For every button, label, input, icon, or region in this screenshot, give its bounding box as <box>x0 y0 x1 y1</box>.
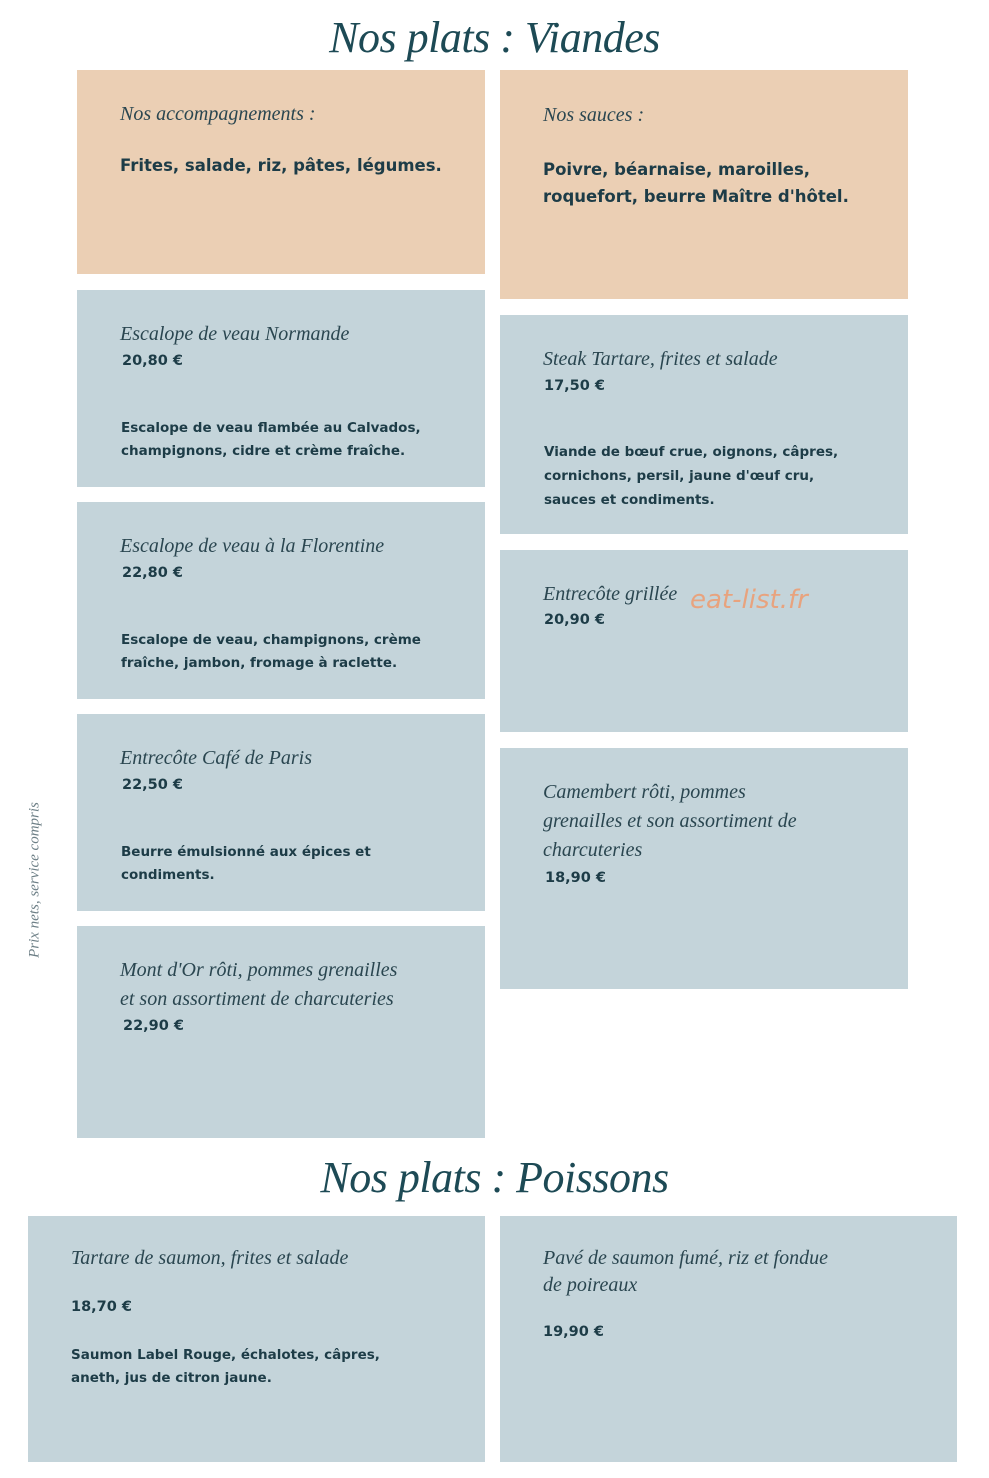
dish-price: 20,90 € <box>544 612 606 628</box>
dish-description-line2: condiments. <box>121 867 215 883</box>
dish-price: 22,50 € <box>122 777 184 793</box>
menu-item-card <box>500 1216 957 1462</box>
menu-item-card <box>500 315 908 534</box>
dish-price: 22,90 € <box>123 1018 185 1034</box>
dish-name-line2: de poireaux <box>543 1274 638 1296</box>
menu-item-card <box>77 502 485 699</box>
dish-name: Tartare de saumon, frites et salade <box>71 1247 349 1269</box>
dish-price: 18,70 € <box>71 1299 133 1315</box>
dish-description-line1: Escalope de veau, champignons, crème <box>121 632 421 648</box>
sauces-text-line1: Poivre, béarnaise, maroilles, <box>543 160 811 179</box>
sauces-text-line2: roquefort, beurre Maître d'hôtel. <box>543 187 849 206</box>
dish-name-line3: charcuteries <box>543 839 643 861</box>
dish-price: 19,90 € <box>543 1324 605 1340</box>
dish-name-line2: grenailles et son assortiment de <box>543 810 797 832</box>
dish-name: Escalope de veau à la Florentine <box>120 535 385 557</box>
dish-price: 22,80 € <box>122 565 184 581</box>
section-title-poissons: Nos plats : Poissons <box>320 1153 669 1202</box>
dish-name-line1: Pavé de saumon fumé, riz et fondue <box>543 1247 828 1269</box>
dish-name: Steak Tartare, frites et salade <box>543 348 778 370</box>
menu-item-card <box>77 714 485 911</box>
section-title-viandes: Nos plats : Viandes <box>329 13 660 62</box>
price-note: Prix nets, service compris <box>26 802 43 958</box>
sauces-card <box>500 70 908 299</box>
dish-name: Entrecôte grillée <box>543 583 678 605</box>
menu-item-card <box>500 550 908 732</box>
dish-description-line3: sauces et condiments. <box>544 492 715 508</box>
dish-description-line2: aneth, jus de citron jaune. <box>71 1370 272 1386</box>
dish-name-line1: Camembert rôti, pommes <box>543 781 746 803</box>
accompaniments-label: Nos accompagnements : <box>120 103 316 125</box>
accompaniments-text: Frites, salade, riz, pâtes, légumes. <box>120 156 442 175</box>
dish-description-line1: Beurre émulsionné aux épices et <box>121 844 371 860</box>
menu-item-card <box>77 926 485 1138</box>
dish-name: Entrecôte Café de Paris <box>120 747 312 769</box>
dish-description-line2: champignons, cidre et crème fraîche. <box>121 443 406 459</box>
dish-name-line1: Mont d'Or rôti, pommes grenailles <box>120 959 398 981</box>
accompaniments-card <box>77 70 485 274</box>
dish-description-line1: Viande de bœuf crue, oignons, câpres, <box>544 444 839 460</box>
dish-name-line2: et son assortiment de charcuteries <box>120 988 394 1010</box>
dish-description-line2: cornichons, persil, jaune d'œuf cru, <box>544 468 815 484</box>
dish-description-line1: Escalope de veau flambée au Calvados, <box>121 420 421 436</box>
dish-name: Escalope de veau Normande <box>120 323 350 345</box>
dish-price: 20,80 € <box>122 353 184 369</box>
menu-item-card <box>500 748 908 989</box>
watermark: eat-list.fr <box>690 585 808 615</box>
dish-price: 18,90 € <box>545 870 607 886</box>
dish-description-line1: Saumon Label Rouge, échalotes, câpres, <box>71 1347 380 1363</box>
menu-item-card <box>77 290 485 487</box>
dish-price: 17,50 € <box>544 378 606 394</box>
dish-description-line2: fraîche, jambon, fromage à raclette. <box>121 655 398 671</box>
menu-item-card <box>28 1216 485 1462</box>
sauces-label: Nos sauces : <box>543 104 645 126</box>
